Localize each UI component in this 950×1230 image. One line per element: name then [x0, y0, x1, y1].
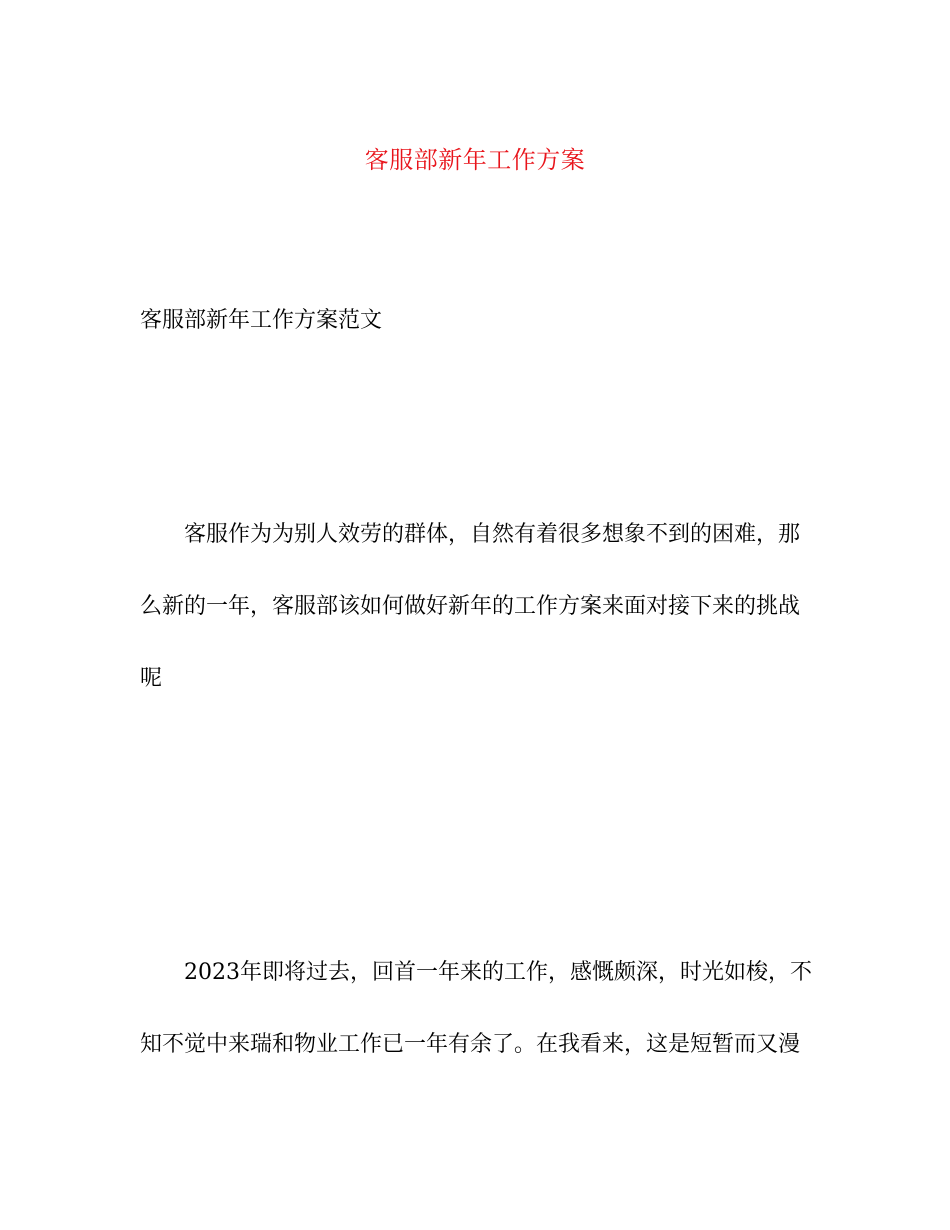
paragraph [140, 520, 800, 736]
paragraph-line: 么新的一年，客服部该如何做好新年的工作方案来面对接下来的挑战 [140, 594, 801, 619]
paragraph [140, 958, 812, 1102]
document-subtitle: 客服部新年工作方案范文 [140, 308, 383, 333]
document-title: 客服部新年工作方案 [364, 146, 586, 174]
paragraph-line: 2023年即将过去，回首一年来的工作，感慨颇深，时光如梭，不 [184, 960, 812, 985]
paragraph-line: 知不觉中来瑞和物业工作已一年有余了。在我看来，这是短暂而又漫 [140, 1032, 801, 1057]
paragraph-line: 呢 [140, 666, 163, 691]
paragraph-line: 客服作为为别人效劳的群体，自然有着很多想象不到的困难，那 [184, 522, 801, 547]
